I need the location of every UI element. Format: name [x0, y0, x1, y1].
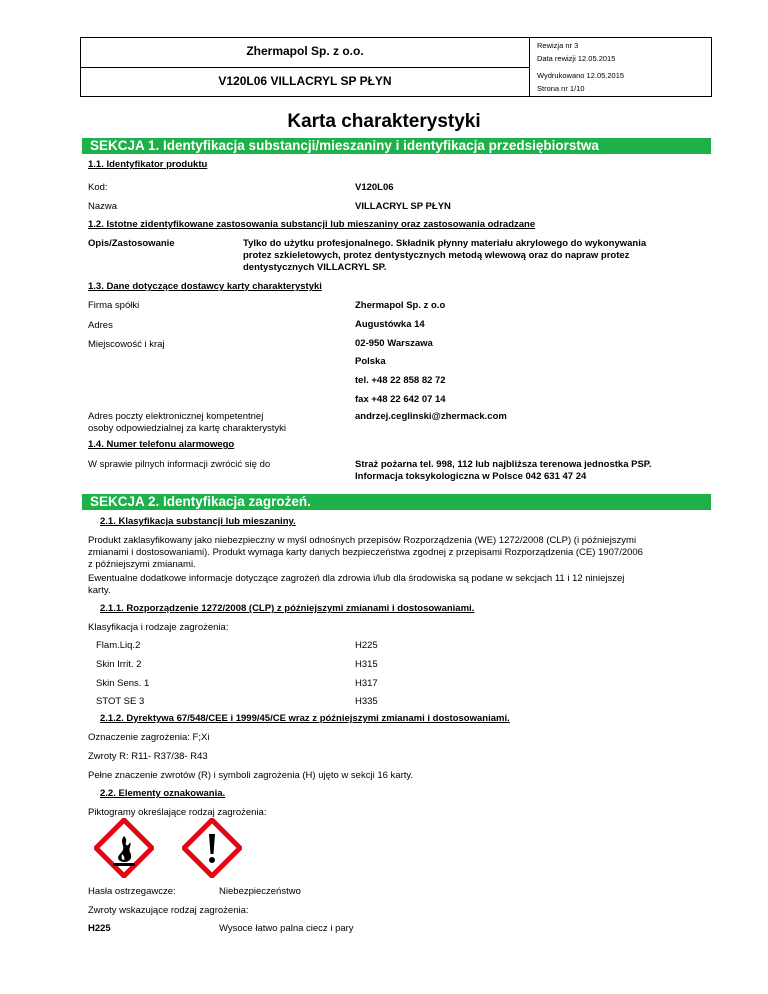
signal-word-label: Hasła ostrzegawcze:	[88, 886, 176, 897]
paragraph-line: karty.	[88, 585, 111, 596]
subsection-1-4: 1.4. Numer telefonu alarmowego	[88, 439, 235, 450]
hazard-designation: Oznaczenie zagrożenia: F;Xi	[88, 732, 210, 743]
subsection-1-1: 1.1. Identyfikator produktu	[88, 159, 208, 170]
flame-pictogram-icon	[94, 818, 154, 878]
section-2-heading: SEKCJA 2. Identyfikacja zagrożeń.	[82, 494, 711, 510]
kod-value: V120L06	[355, 182, 394, 193]
classification-paragraph	[88, 535, 708, 571]
nazwa-label: Nazwa	[88, 201, 118, 212]
nazwa-value: VILLACRYL SP PŁYN	[355, 201, 451, 212]
print-date: Wydrukowano 12.05.2015	[537, 71, 625, 80]
page-title: Karta charakterystyki	[287, 111, 481, 132]
header-divider	[81, 67, 529, 68]
adres-label: Adres	[88, 320, 113, 331]
h225-text: Wysoce łatwo palna ciecz i pary	[219, 923, 354, 934]
hazard-code: H335	[355, 696, 378, 707]
paragraph-line: zmianami i dostosowaniami). Produkt wymaga karty danych bezpieczeństwa zgodnej z przepisami Rozporządzenia (CE) 1907/2006	[88, 547, 643, 558]
subsection-1-2: 1.2. Istotne zidentyfikowane zastosowania substancji lub mieszaniny oraz zastosowania odradzane	[88, 219, 536, 230]
firma-label: Firma spółki	[88, 300, 140, 311]
h225-code: H225	[88, 923, 111, 934]
opis-line: Tylko do użytku profesjonalnego. Składnik płynny materiału akrylowego do wykonywania	[243, 238, 647, 249]
subsection-1-3: 1.3. Dane dotyczące dostawcy karty charakterystyki	[88, 281, 322, 292]
adres-value: Augustówka 14	[355, 319, 425, 330]
company-name: Zhermapol Sp. z o.o.	[246, 44, 364, 58]
country-value: Polska	[355, 356, 386, 367]
hazard-class: Skin Sens. 1	[96, 678, 150, 689]
opis-line: dentystycznych VILLACRYL SP.	[243, 262, 387, 273]
subsection-2-2: 2.2. Elementy oznakowania.	[100, 788, 226, 799]
revision-number: Rewizja nr 3	[537, 41, 579, 50]
page-number: Strona nr 1/10	[537, 84, 585, 93]
opis-line: protez szkieletowych, protez dentystycznych metodą wlewową oraz do napraw protez	[243, 250, 630, 261]
section-1-heading: SEKCJA 1. Identyfikacja substancji/mieszaniny i identyfikacja przedsiębiorstwa	[82, 138, 711, 154]
hazard-statements-label: Zwroty wskazujące rodzaj zagrożenia:	[88, 905, 249, 916]
alarm-value: Informacja toksykologiczna w Polsce 042 631 47 24	[355, 471, 587, 482]
email-value[interactable]: andrzej.ceglinski@zhermack.com	[355, 411, 507, 422]
exclamation-pictogram-icon	[182, 818, 242, 878]
subsection-2-1-2: 2.1.2. Dyrektywa 67/548/CEE i 1999/45/CE wraz z późniejszymi zmianami i dostosowaniami.	[100, 713, 510, 724]
hazard-code: H317	[355, 678, 378, 689]
pictograms-label: Piktogramy określające rodzaj zagrożenia:	[88, 807, 267, 818]
additional-info-paragraph	[88, 573, 708, 597]
classification-label: Klasyfikacja i rodzaje zagrożenia:	[88, 622, 229, 633]
full-meaning-note: Pełne znaczenie zwrotów (R) i symboli zagrożenia (H) ujęto w sekcji 16 karty.	[88, 770, 414, 781]
firma-value: Zhermapol Sp. z o.o	[355, 300, 446, 311]
product-name: V120L06 VILLACRYL SP PŁYN	[218, 74, 392, 88]
fax-value: fax +48 22 642 07 14	[355, 394, 446, 405]
subsection-2-1: 2.1. Klasyfikacja substancji lub mieszaniny.	[100, 516, 296, 527]
alarm-value: Straż pożarna tel. 998, 112 lub najbliższa terenowa jednostka PSP.	[355, 459, 652, 470]
kod-label: Kod:	[88, 182, 108, 193]
hazard-class: Skin Irrit. 2	[96, 659, 142, 670]
miejscowosc-value: 02-950 Warszawa	[355, 338, 433, 349]
header-divider	[529, 38, 530, 96]
miejscowosc-label: Miejscowość i kraj	[88, 339, 165, 350]
hazard-class: Flam.Liq.2	[96, 640, 141, 651]
r-phrases: Zwroty R: R11- R37/38- R43	[88, 751, 208, 762]
paragraph-line: Ewentualne dodatkowe informacje dotyczące zagrożeń dla zdrowia i/lub dla środowiska są podane w sekcjach 11 i 12 niniejszej	[88, 573, 625, 584]
hazard-class: STOT SE 3	[96, 696, 145, 707]
email-label: osoby odpowiedzialnej za kartę charakterystyki	[88, 423, 287, 434]
hazard-code: H315	[355, 659, 378, 670]
paragraph-line: z późniejszymi zmianami.	[88, 559, 196, 570]
email-label: Adres poczty elektronicznej kompetentnej	[88, 411, 264, 422]
signal-word-value: Niebezpieczeństwo	[219, 886, 301, 897]
tel-value: tel. +48 22 858 82 72	[355, 375, 446, 386]
alarm-label: W sprawie pilnych informacji zwrócić się do	[88, 459, 271, 470]
paragraph-line: Produkt zaklasyfikowany jako niebezpieczny w myśl odnośnych przepisów Rozporządzenia (WE) 1272/2008 (CLP) (i późniejszymi	[88, 535, 637, 546]
document-header	[80, 37, 712, 97]
revision-date: Data rewizji 12.05.2015	[537, 54, 616, 63]
hazard-code: H225	[355, 640, 378, 651]
opis-label: Opis/Zastosowanie	[88, 238, 175, 249]
subsection-2-1-1: 2.1.1. Rozporządzenie 1272/2008 (CLP) z późniejszymi zmianami i dostosowaniami.	[100, 603, 475, 614]
